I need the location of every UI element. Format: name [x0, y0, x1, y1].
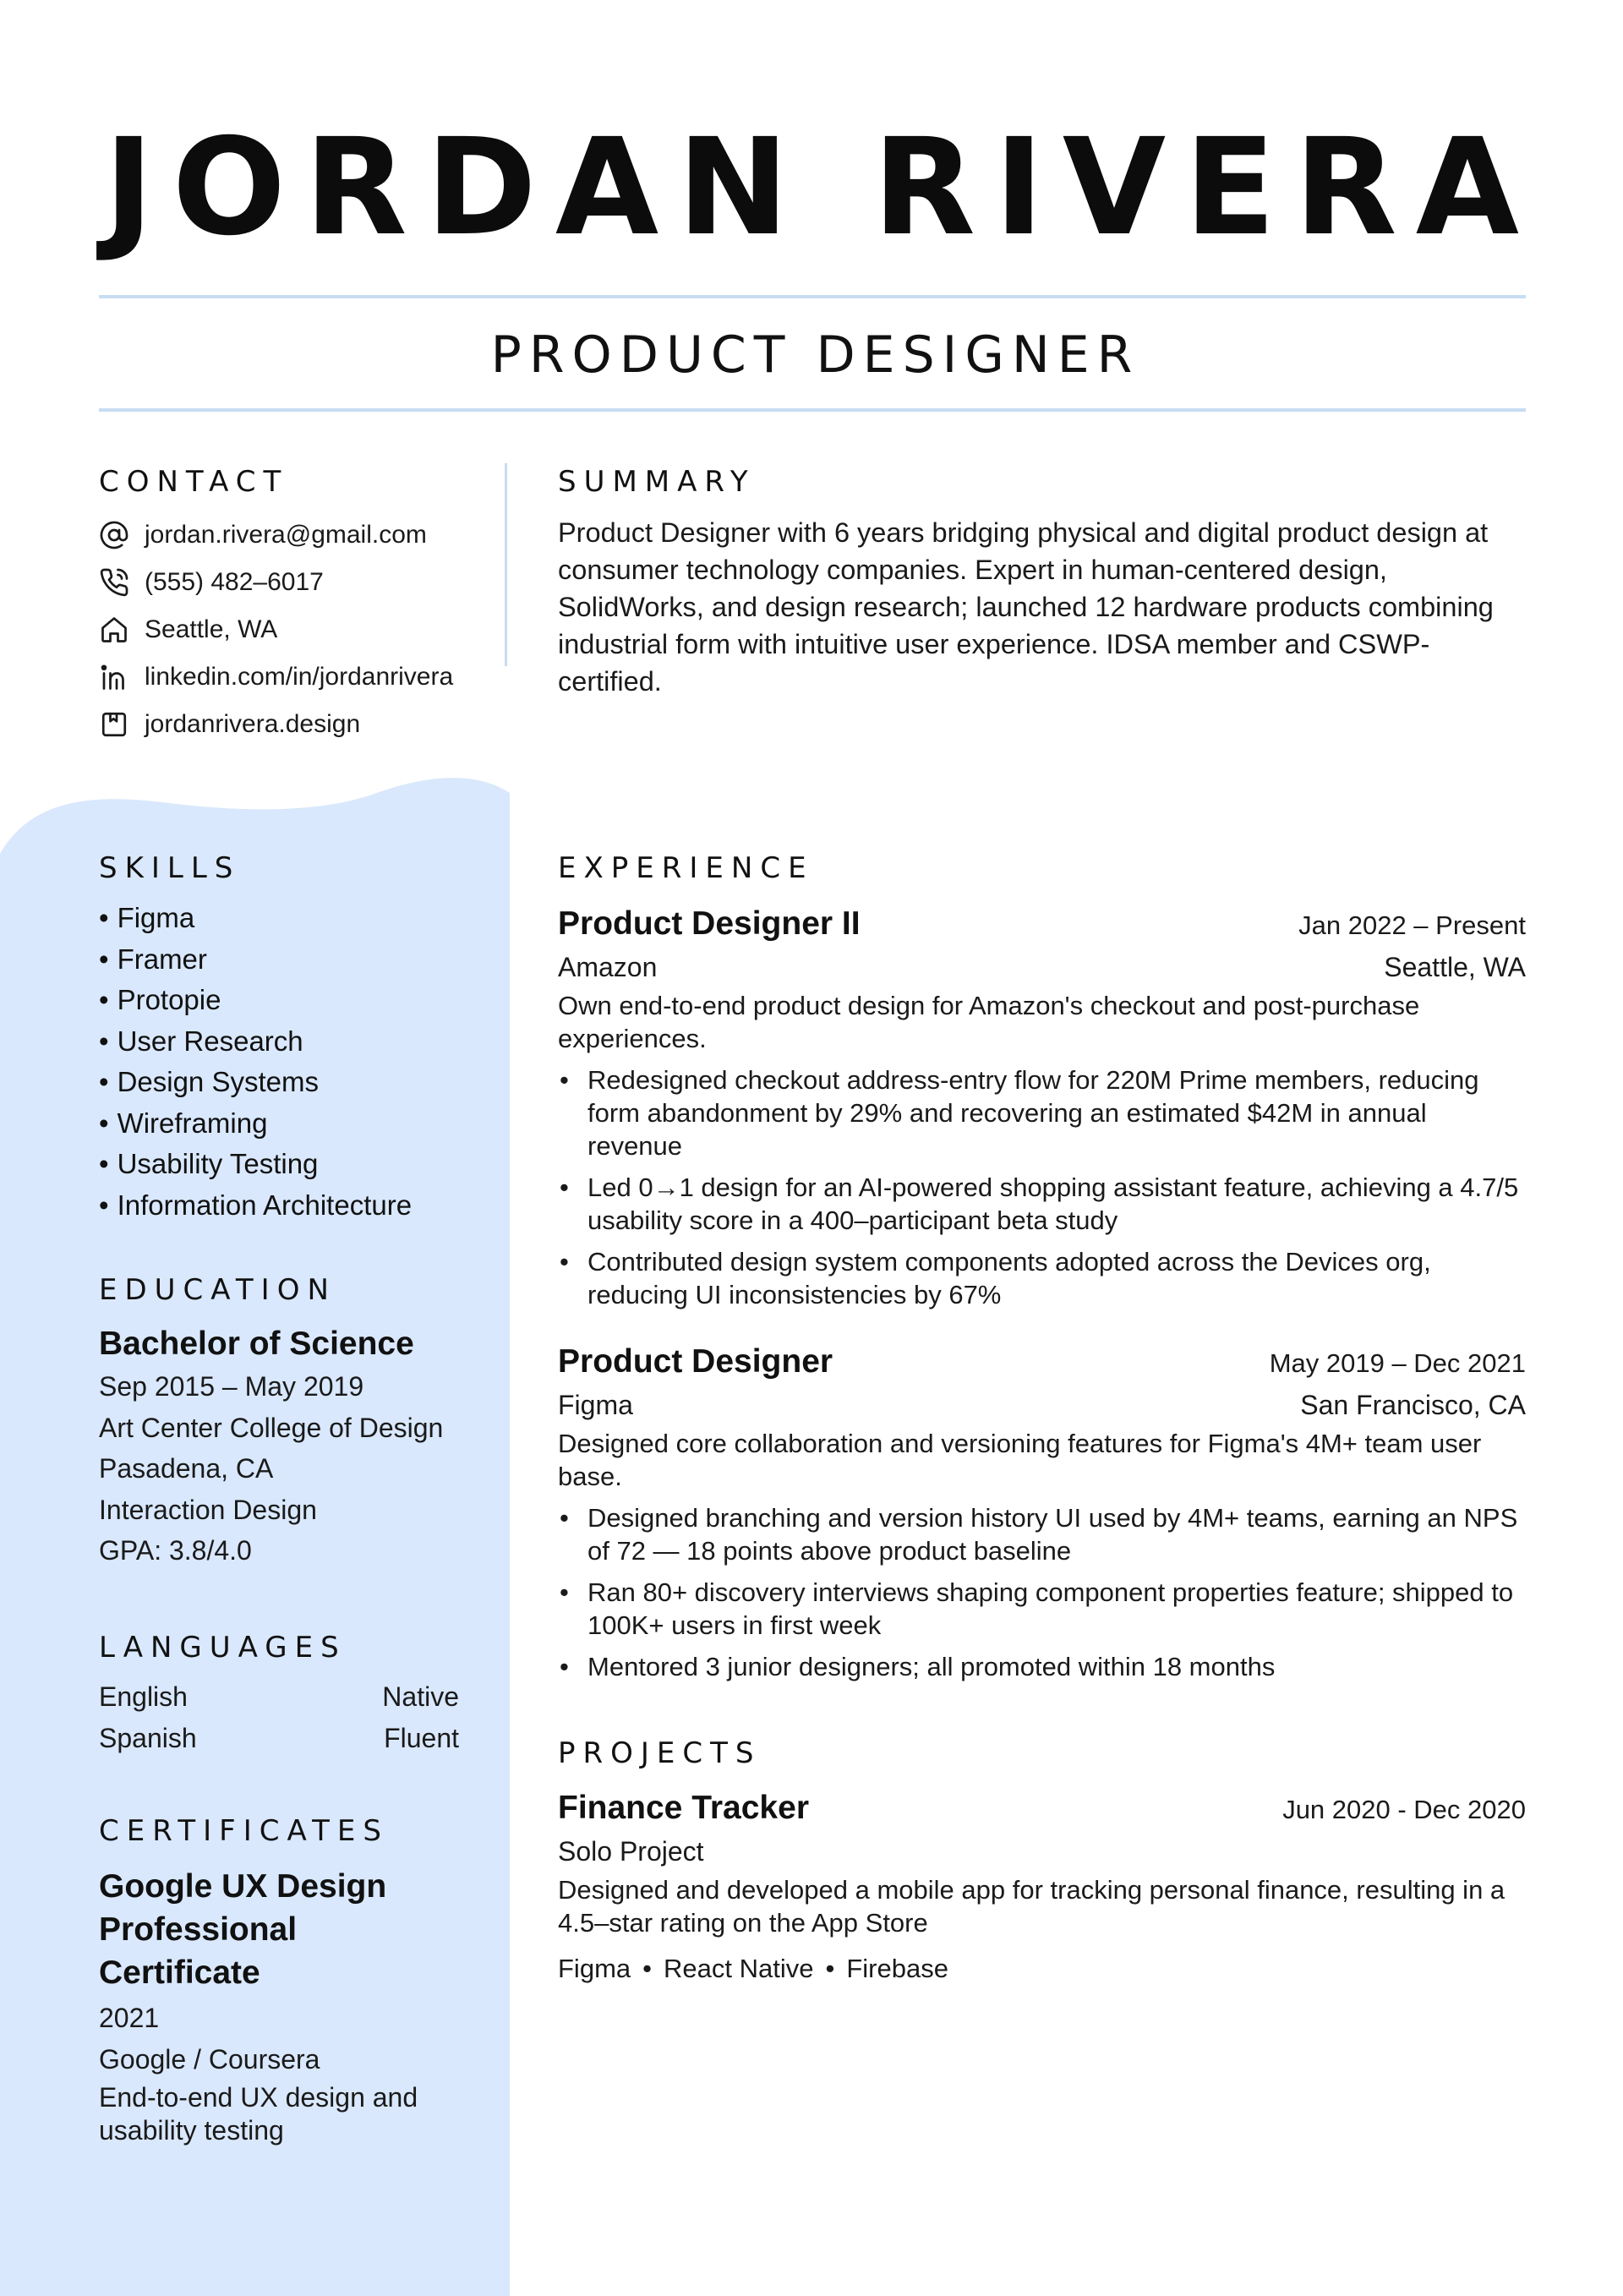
skill-item: • Wireframing [99, 1103, 496, 1145]
project-tech-stack [558, 1948, 1526, 1990]
language-row [99, 1676, 459, 1718]
contact-email[interactable] [99, 511, 496, 559]
skills-heading: SKILLS [99, 851, 241, 885]
skills-list [99, 898, 496, 1226]
certificate-block [99, 1865, 462, 2147]
project-subtitle-row [558, 1829, 1526, 1873]
project-item [558, 1787, 1526, 1990]
project-dates: Jun 2020 - Dec 2020 [1282, 1795, 1526, 1824]
project-title: Finance Tracker [558, 1790, 809, 1826]
job-description: Designed core collaboration and versioning features for Figma's 4M+ team user base. [558, 1429, 1482, 1491]
job-position: Product Designer II [558, 905, 861, 942]
contact-website-text: jordanrivera.design [145, 710, 361, 738]
job-company-row [558, 1383, 1526, 1427]
degree-title: Bachelor of Science [99, 1326, 414, 1362]
job-dates: Jan 2022 – Present [1298, 910, 1526, 940]
skill-item: • Usability Testing [99, 1144, 496, 1185]
language-level: Fluent [384, 1722, 459, 1753]
header-rule-top [99, 295, 1526, 298]
education-heading: EDUCATION [99, 1273, 336, 1307]
job-bullet: • Mentored 3 junior designers; all promoted within 18 months [558, 1650, 1526, 1683]
projects-heading: PROJECTS [558, 1736, 762, 1770]
education-field: Interaction Design [99, 1494, 317, 1525]
contact-website[interactable] [99, 701, 496, 748]
linkedin-icon [99, 662, 129, 692]
skill-item: • Information Architecture [99, 1185, 496, 1227]
education-dates: Sep 2015 – May 2019 [99, 1371, 364, 1402]
summary-text: Product Designer with 6 years bridging physical and digital product design at consumer technology companies. Expert in human-centered design, SolidWorks, and design research; launched 12 hardware products combining industrial form with intuitive user experience. IDSA member and CSWP-certified. [558, 517, 1494, 697]
contact-email-text: jordan.rivera@gmail.com [145, 521, 427, 549]
education-gpa: GPA: 3.8/4.0 [99, 1535, 252, 1566]
contact-linkedin-text: linkedin.com/in/jordanrivera [145, 663, 454, 691]
bookmark-icon [99, 709, 129, 740]
contact-list [99, 511, 496, 748]
tech-item: React Native [664, 1954, 814, 1983]
skill-item: • Figma [99, 898, 496, 939]
experience-heading: EXPERIENCE [558, 851, 814, 885]
education-block [99, 1322, 471, 1572]
job-header [558, 903, 1526, 945]
skill-item: • Design Systems [99, 1062, 496, 1103]
tech-separator: • [825, 1954, 835, 1983]
project-subtitle: Solo Project [558, 1836, 704, 1867]
experience-job [558, 1341, 1526, 1692]
experience-job [558, 903, 1526, 1320]
job-bullets [558, 1063, 1526, 1311]
job-header [558, 1341, 1526, 1383]
phone-icon [99, 567, 129, 598]
job-location: Seattle, WA [1384, 952, 1526, 982]
project-description: Designed and developed a mobile app for tracking personal finance, resulting in a 4.5–star rating on the App Store [558, 1875, 1506, 1938]
certificate-year: 2021 [99, 2003, 160, 2033]
job-bullets [558, 1501, 1526, 1683]
contact-heading: CONTACT [99, 465, 289, 499]
skill-item: • Framer [99, 939, 496, 981]
project-header [558, 1787, 1526, 1829]
education-location: Pasadena, CA [99, 1453, 274, 1484]
job-bullet: • Ran 80+ discovery interviews shaping component properties feature; shipped to 100K+ users in first week [558, 1576, 1526, 1642]
job-company: Amazon [558, 952, 658, 982]
languages-list [99, 1676, 471, 1758]
contact-phone[interactable] [99, 559, 496, 606]
at-sign-icon [99, 520, 129, 550]
header-rule-bottom [99, 408, 1526, 412]
job-bullet: • Contributed design system components adopted across the Devices org, reducing UI inconsistencies by 67% [558, 1245, 1526, 1311]
certificate-description: End-to-end UX design and usability testing [99, 2082, 418, 2146]
certificate-issuer: Google / Coursera [99, 2043, 320, 2075]
job-description: Own end-to-end product design for Amazon's checkout and post-purchase experiences. [558, 991, 1420, 1053]
contact-phone-text: (555) 482–6017 [145, 568, 324, 596]
contact-linkedin[interactable] [99, 653, 496, 701]
job-bullet: • Redesigned checkout address-entry flow for 220M Prime members, reducing form abandonment by 29% and recovering an estimated $42M in annual revenue [558, 1063, 1526, 1162]
language-name: English [99, 1681, 188, 1712]
job-location: San Francisco, CA [1300, 1390, 1526, 1420]
certificates-heading: CERTIFICATES [99, 1814, 389, 1848]
languages-heading: LANGUAGES [99, 1631, 347, 1665]
job-company-row [558, 945, 1526, 989]
job-company: Figma [558, 1390, 633, 1420]
summary-heading: SUMMARY [558, 465, 756, 499]
job-bullet: • Designed branching and version history UI used by 4M+ teams, earning an NPS of 72 — 18 points above product baseline [558, 1501, 1526, 1567]
contact-location-text: Seattle, WA [145, 615, 278, 643]
skill-item: • User Research [99, 1021, 496, 1063]
certificate-title: Google UX Design Professional Certificate [99, 1868, 387, 1991]
home-icon [99, 615, 129, 645]
tech-separator: • [642, 1954, 652, 1983]
skill-item: • Protopie [99, 980, 496, 1021]
contact-location [99, 606, 496, 653]
tech-item: Figma [558, 1954, 631, 1983]
column-divider [505, 463, 507, 666]
job-position: Product Designer [558, 1343, 833, 1380]
language-name: Spanish [99, 1722, 197, 1753]
language-row [99, 1718, 459, 1759]
job-dates: May 2019 – Dec 2021 [1269, 1348, 1526, 1378]
job-bullet: • Led 0→1 design for an AI-powered shopping assistant feature, achieving a 4.7/5 usability score in a 400–participant beta study [558, 1171, 1526, 1237]
job-title-heading: PRODUCT DESIGNER [490, 325, 1140, 385]
tech-item: Firebase [846, 1954, 948, 1983]
language-level: Native [382, 1681, 459, 1712]
candidate-name: JORDAN RIVERA [103, 110, 1538, 265]
education-school: Art Center College of Design [99, 1412, 444, 1443]
